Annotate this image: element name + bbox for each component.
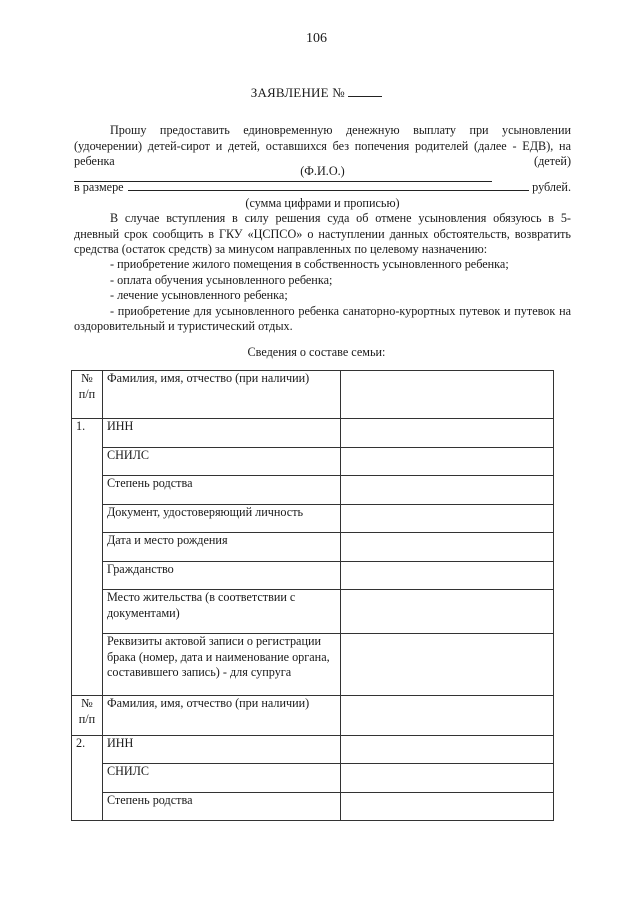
value-cell[interactable]	[341, 634, 554, 696]
page-number: 106	[306, 31, 327, 46]
amount-suffix: рублей.	[532, 180, 571, 194]
obligation-list	[74, 257, 571, 335]
amount-prefix: в размере	[74, 180, 124, 194]
amount-row	[74, 180, 571, 195]
table-header-row	[72, 696, 554, 736]
amount-field[interactable]	[128, 180, 530, 191]
row-label: СНИЛС	[102, 448, 340, 476]
value-cell[interactable]	[341, 476, 554, 505]
member-number: 2.	[72, 736, 103, 821]
list-item: - оплата обучения усыновленного ребенка;	[110, 272, 333, 287]
name-header: Фамилия, имя, отчество (при наличии)	[102, 696, 340, 736]
row-label: СНИЛС	[102, 764, 340, 793]
name-value-cell[interactable]	[341, 371, 554, 419]
row-label: Степень родства	[102, 793, 340, 821]
application-number-field[interactable]	[348, 86, 382, 97]
table-header-row	[72, 371, 554, 419]
value-cell[interactable]	[341, 736, 554, 764]
table-row	[72, 505, 554, 533]
table-row	[72, 793, 554, 821]
list-item: - приобретение жилого помещения в собственность усыновленного ребенка;	[110, 257, 509, 271]
value-cell[interactable]	[341, 793, 554, 821]
table-row	[72, 736, 554, 764]
fio-caption: (Ф.И.О.)	[300, 164, 345, 178]
value-cell[interactable]	[341, 419, 554, 448]
obligation-paragraph: В случае вступления в силу решения суда об отмене усыновления обязуюсь в 5-дневный срок сообщить в ГКУ «ЦСПСО» о наступлении данных обстоятельств, возвратить средства (остаток средств) за минусом направленных по целевому назначению:	[74, 211, 571, 257]
amount-caption: (сумма цифрами и прописью)	[245, 196, 400, 210]
family-heading: Сведения о составе семьи:	[247, 345, 386, 359]
row-label: Документ, удостоверяющий личность	[102, 505, 340, 533]
row-label: Место жительства (в соответствии с документами)	[102, 590, 340, 634]
family-table	[71, 370, 554, 821]
table-row	[72, 448, 554, 476]
row-label: Реквизиты актовой записи о регистрации брака (номер, дата и наименование органа, составившего запись) - для супруга	[102, 634, 340, 696]
row-label: Степень родства	[102, 476, 340, 505]
name-value-cell[interactable]	[341, 696, 554, 736]
list-item: - лечение усыновленного ребенка;	[110, 288, 288, 303]
name-header: Фамилия, имя, отчество (при наличии)	[102, 371, 340, 419]
value-cell[interactable]	[341, 562, 554, 590]
document-title	[0, 85, 633, 101]
row-label: Дата и место рождения	[102, 533, 340, 562]
value-cell[interactable]	[341, 764, 554, 793]
table-row	[72, 764, 554, 793]
list-item: - приобретение для усыновленного ребенка санаторно-курортных путевок и путевок на оздоровительный и туристический отдых.	[74, 303, 571, 334]
table-row	[72, 419, 554, 448]
value-cell[interactable]	[341, 590, 554, 634]
row-label: Гражданство	[102, 562, 340, 590]
num-header: № п/п	[72, 696, 103, 736]
table-row	[72, 476, 554, 505]
table-row	[72, 634, 554, 696]
row-label: ИНН	[102, 736, 340, 764]
row-label: ИНН	[102, 419, 340, 448]
value-cell[interactable]	[341, 533, 554, 562]
value-cell[interactable]	[341, 448, 554, 476]
table-row	[72, 533, 554, 562]
table-row	[72, 590, 554, 634]
request-text: Прошу предоставить единовременную денежную выплату при усыновлении (удочерении) детей-сирот и детей, оставшихся без попечения родителей (далее - ЕДВ), на ребенка (детей)	[74, 123, 571, 169]
table-row	[72, 562, 554, 590]
member-number: 1.	[72, 419, 103, 696]
title-text: ЗАЯВЛЕНИЕ №	[250, 85, 345, 100]
num-header: № п/п	[72, 371, 103, 419]
value-cell[interactable]	[341, 505, 554, 533]
